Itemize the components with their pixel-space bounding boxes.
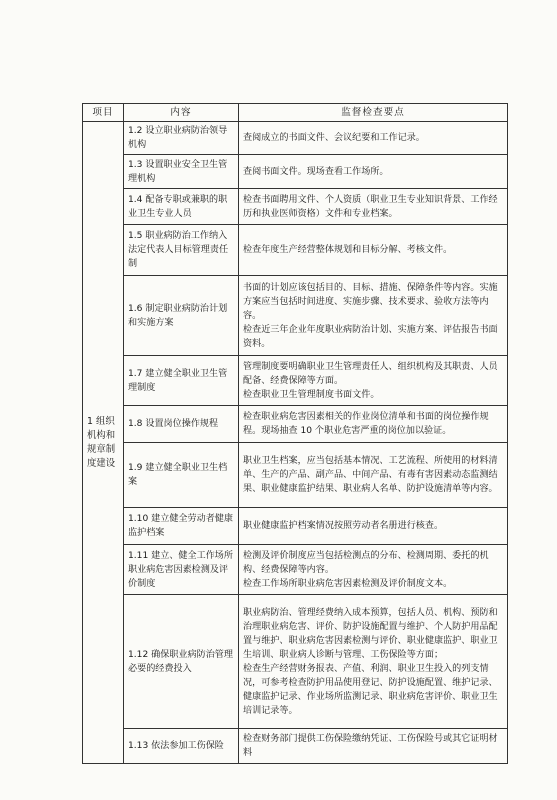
table-row xyxy=(83,545,508,595)
requirement-cell xyxy=(239,189,508,225)
content-cell: 1.8 设置岗位操作规程 xyxy=(124,406,239,443)
content-cell: 1.4 配备专职或兼职的职业卫生专业人员 xyxy=(124,189,239,225)
requirement-cell xyxy=(239,729,508,764)
content-cell: 1.10 建立健全劳动者健康监护档案 xyxy=(124,508,239,545)
content-cell: 1.3 设置职业安全卫生管理机构 xyxy=(124,155,239,189)
table-row xyxy=(83,276,508,356)
requirement-cell xyxy=(239,595,508,729)
inspection-table xyxy=(82,103,508,764)
requirement-cell xyxy=(239,406,508,443)
requirement-cell xyxy=(239,122,508,155)
table-row xyxy=(83,225,508,276)
requirement-text: 职业卫生档案，应当包括基本情况、工艺流程、所使用的材料清单、生产的产品、副产品、中间产品、有毒有害因素动态监测结果、职业健康监护结果、职业病人名单、防护设施清单等内容。 xyxy=(243,456,498,494)
content-cell: 1.12 确保职业病防治管理必要的经费投入 xyxy=(124,595,239,729)
requirement-text: 检查财务部门提供工伤保险缴纳凭证、工伤保险号或其它证明材料 xyxy=(243,734,498,758)
requirement-text: 检查书面聘用文件、个人资质（职业卫生专业知识背景、工作经历和执业医师资格）文件和专业档案。 xyxy=(243,194,498,219)
requirement-text: 检查生产经营财务报表、产值、利润、职业卫生投入的列支情况，可参考检查防护用品使用登记、防护设施配置、维护记录、健康监护记录、作业场所监测记录、职业病危害评价、职业卫生培训记录等。 xyxy=(243,663,498,716)
table-row xyxy=(83,508,508,545)
requirement-cell xyxy=(239,225,508,276)
requirement-text: 查阅成立的书面文件、会议纪要和工作记录。 xyxy=(243,133,425,143)
content-cell: 1.2 设立职业病防治领导机构 xyxy=(124,122,239,155)
requirement-cell xyxy=(239,155,508,189)
requirement-text: 职业健康监护档案情况按照劳动者名册进行核查。 xyxy=(243,521,444,531)
requirement-text: 管理制度要明确职业卫生管理责任人、组织机构及其职责、人员配备、经费保障等方面。 xyxy=(243,361,498,386)
content-cell: 1.7 建立健全职业卫生管理制度 xyxy=(124,356,239,406)
requirement-cell xyxy=(239,276,508,356)
requirement-text: 职业病防治、管理经费纳入成本预算，包括人员、机构、预防和治理职业病危害、评价、防护设施配置与维护、个人防护用品配置与维护、职业病危害因素检测与评价、职业健康监护、职业卫生培训、职业病人诊断与管理、工伤保险等方面； xyxy=(243,607,498,660)
requirement-text: 检查年度生产经营整体规划和目标分解、考核文件。 xyxy=(243,245,453,255)
content-cell: 1.11 建立、健全工作场所职业病危害因素检测及评价制度 xyxy=(124,545,239,595)
requirement-text: 检测及评价制度应当包括检测点的分布、检测周期、委托的机构、经费保障等内容。 xyxy=(243,550,489,575)
requirement-text: 书面的计划应该包括目的、目标、措施、保障条件等内容。实施方案应当包括时间进度、实施步骤、技术要求、验收方法等内容。 xyxy=(243,282,498,321)
requirement-text: 查阅书面文件。现场查看工作场所。 xyxy=(243,166,389,177)
requirement-cell xyxy=(239,356,508,406)
table-row xyxy=(83,443,508,508)
requirement-cell xyxy=(239,443,508,508)
content-cell: 1.13 依法参加工伤保险 xyxy=(124,729,239,764)
requirement-text: 检查职业卫生管理制度书面文件。 xyxy=(243,389,380,400)
requirement-cell xyxy=(239,545,508,595)
content-cell: 1.5 职业病防治工作纳入法定代表人目标管理责任制 xyxy=(124,225,239,276)
table-header-row xyxy=(83,104,508,122)
requirement-text: 检查近三年企业年度职业病防治计划、实施方案、评估报告书面资料。 xyxy=(243,324,498,349)
requirement-text: 检查职业病危害因素相关的作业岗位清单和书面的岗位操作规程。现场抽查 10 个职业危害严重的岗位加以验证。 xyxy=(243,412,489,436)
item-cell: 1 组织机构和规章制度建设 xyxy=(83,122,124,764)
requirement-cell xyxy=(239,508,508,545)
table-row xyxy=(83,155,508,189)
header-requirements: 监督检查要点 xyxy=(239,104,508,122)
table-row xyxy=(83,356,508,406)
requirement-text: 检查工作场所职业病危害因素检测及评价制度文本。 xyxy=(243,578,453,589)
table-row xyxy=(83,406,508,443)
table-row xyxy=(83,595,508,729)
header-content: 内容 xyxy=(124,104,239,122)
content-cell: 1.6 制定职业病防治计划和实施方案 xyxy=(124,276,239,356)
table-row xyxy=(83,729,508,764)
header-item: 项目 xyxy=(83,104,124,122)
table-row xyxy=(83,189,508,225)
table-row xyxy=(83,122,508,155)
content-cell: 1.9 建立健全职业卫生档案 xyxy=(124,443,239,508)
